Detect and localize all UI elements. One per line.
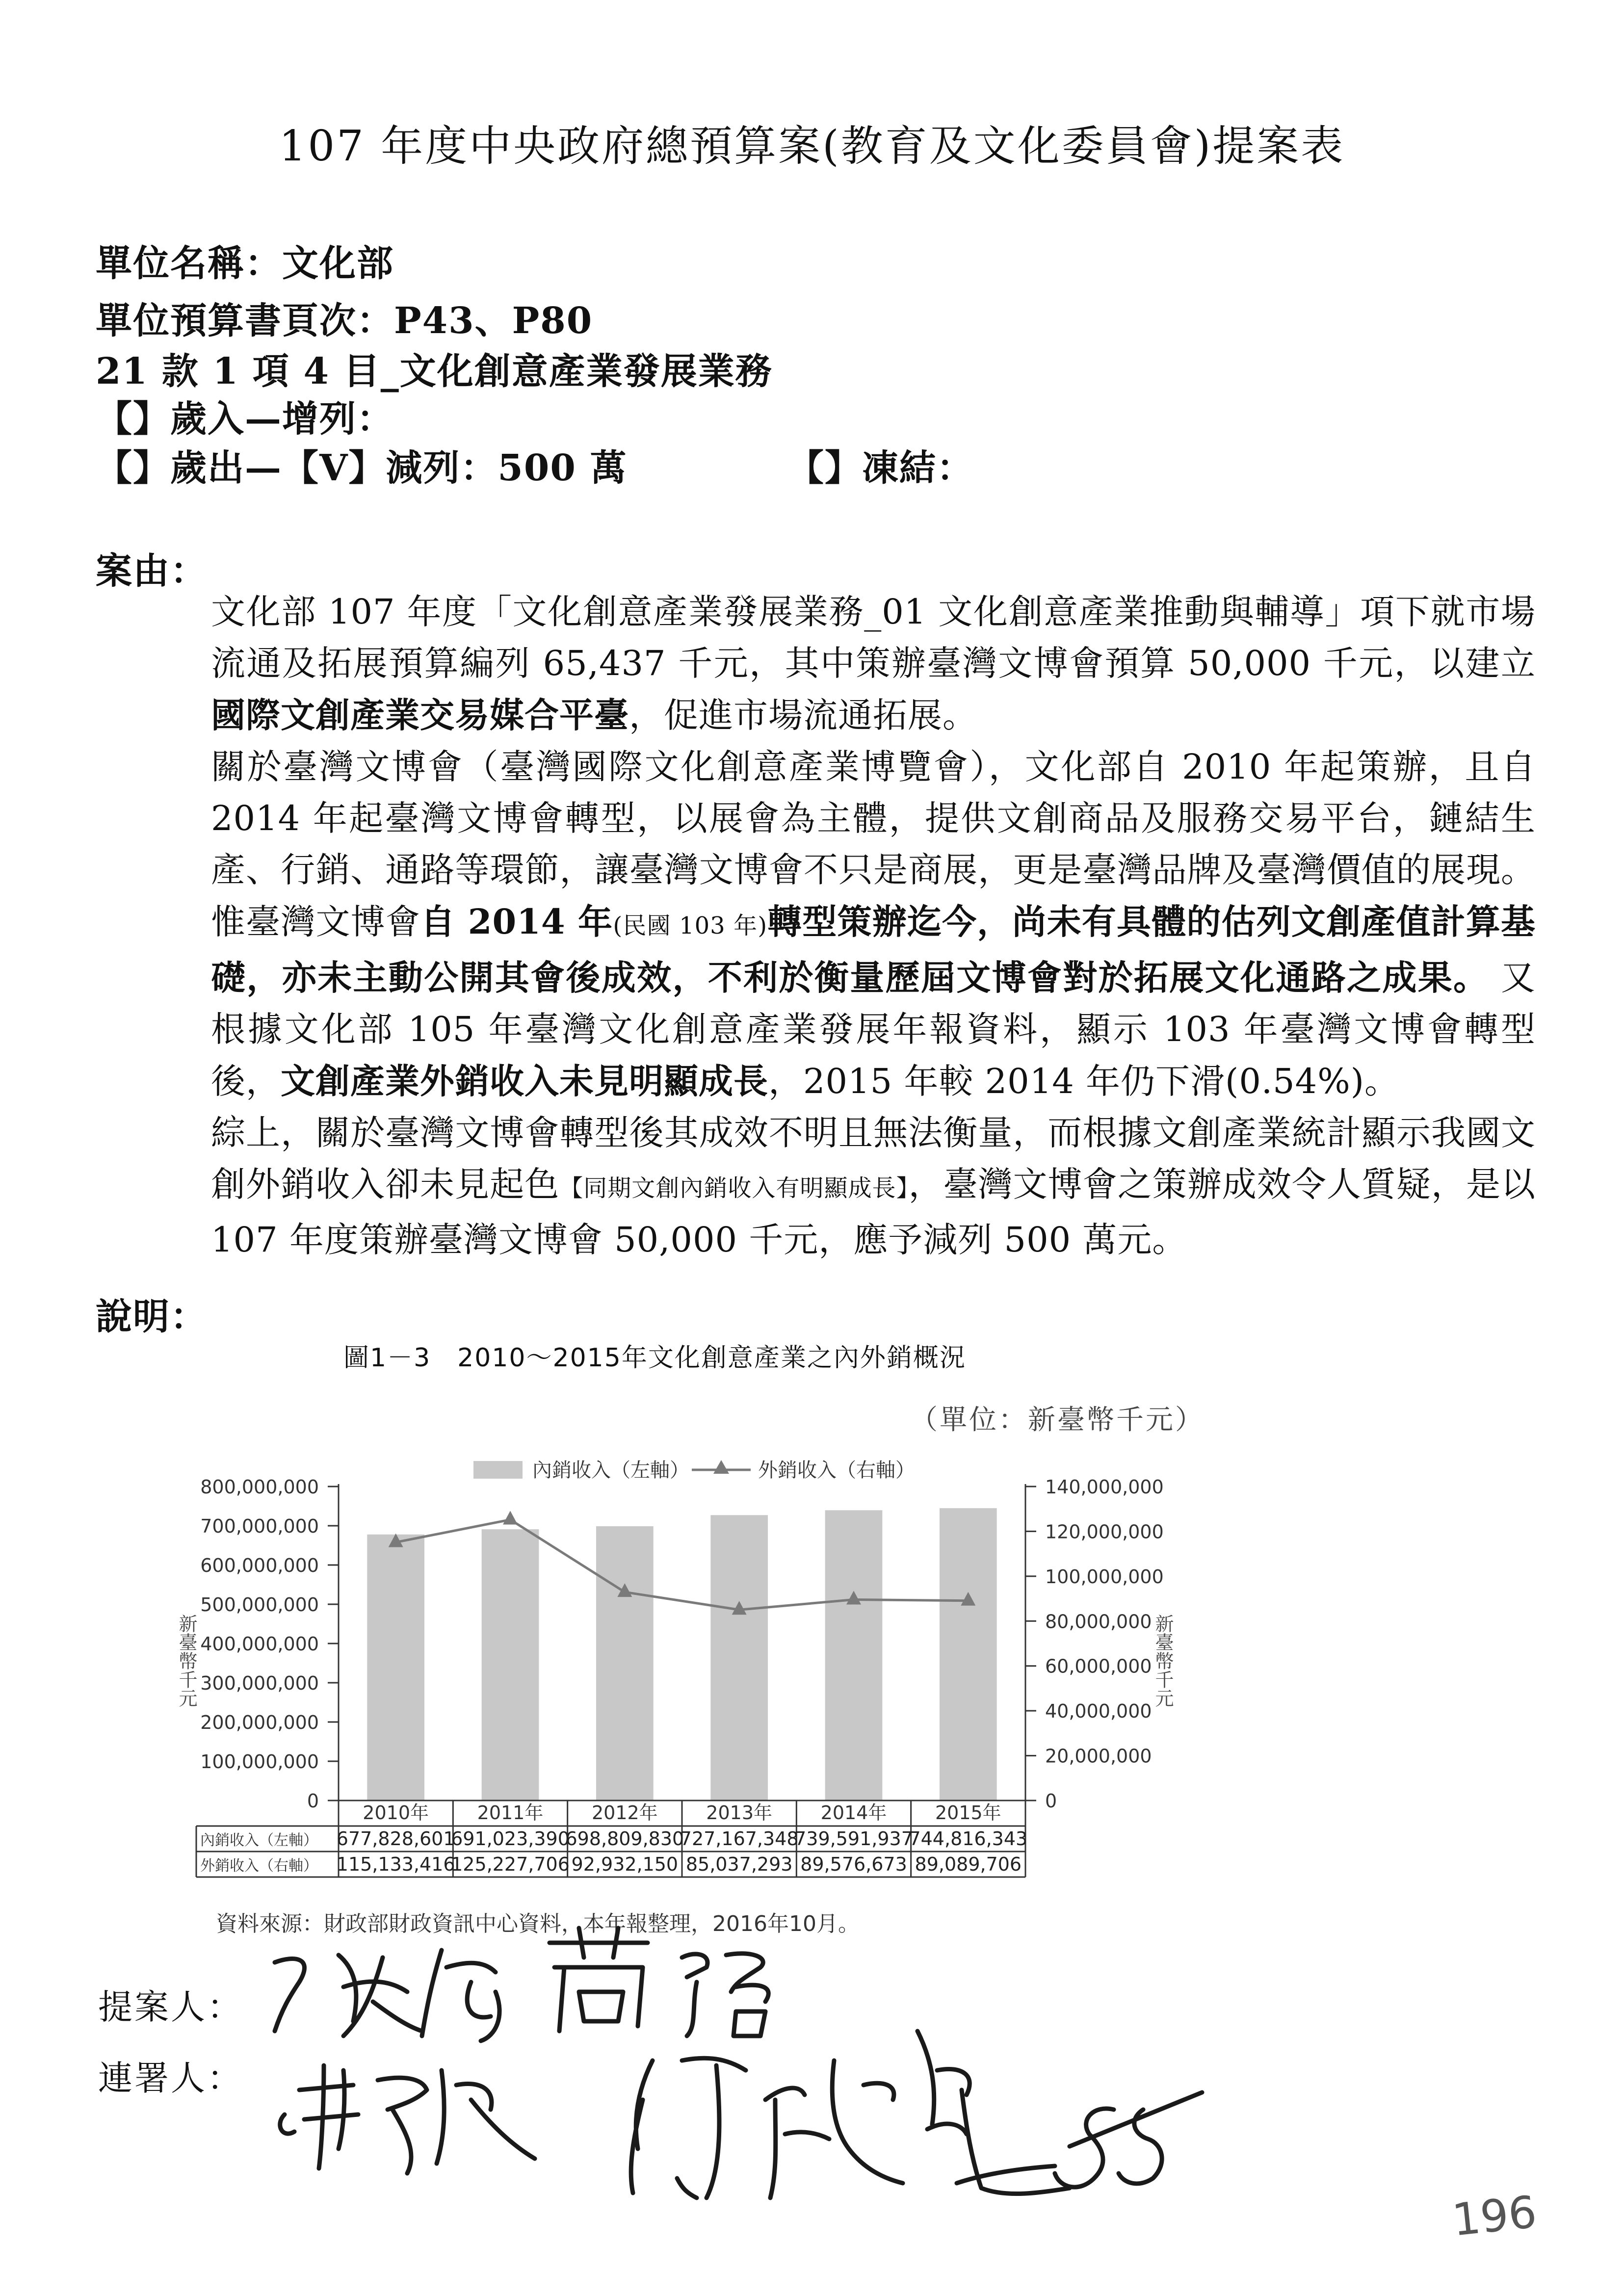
right-tick-label: 140,000,000 (1045, 1476, 1164, 1498)
left-tick-label: 800,000,000 (200, 1476, 319, 1498)
left-tick-label: 200,000,000 (200, 1712, 319, 1733)
legend-bar-label: 內銷收入（左軸） (532, 1459, 689, 1482)
left-axis-title: 新臺幣千元 (176, 1614, 197, 1707)
cosigner-signature-3 (1055, 2092, 1202, 2187)
right-axis-title: 新臺幣千元 (1152, 1614, 1174, 1707)
reason-label: 案由： (96, 550, 208, 592)
table-value: 727,167,348 (680, 1828, 799, 1850)
x-tick-label: 2015年 (935, 1802, 1001, 1824)
left-tick-label: 600,000,000 (200, 1555, 319, 1576)
right-tick-label: 120,000,000 (1045, 1521, 1164, 1543)
document-title: 107 年度中央政府總預算案(教育及文化委員會)提案表 (279, 122, 1345, 171)
right-tick-label: 40,000,000 (1045, 1700, 1152, 1722)
table-row-label: 外銷收入（右軸） (200, 1857, 318, 1875)
left-tick-label: 100,000,000 (200, 1751, 319, 1773)
table-value: 85,037,293 (685, 1853, 793, 1875)
right-tick-label: 60,000,000 (1045, 1655, 1152, 1677)
reason-paragraph-1: 文化部 107 年度「文化創意產業發展業務_01 文化創意產業推動與輔導」項下就市場流通及拓展預算編列 65,437 千元，其中策辦臺灣文博會預算 50,000 千元，以建立國際文創產業交易媒合平臺，促進市場流通拓展。 (211, 592, 1536, 735)
right-tick-label: 100,000,000 (1045, 1565, 1164, 1588)
revenue-line: 【】歲入—增列： (96, 398, 394, 440)
table-value: 739,591,937 (794, 1828, 913, 1850)
x-tick-label: 2011年 (477, 1802, 544, 1824)
left-tick-label: 400,000,000 (200, 1633, 319, 1655)
table-value: 125,227,706 (451, 1853, 570, 1875)
proposer-label: 提案人： (98, 1987, 243, 2027)
expense-line: 【】歲出—【V】減列：500 萬 (96, 447, 628, 489)
table-value: 744,816,343 (909, 1828, 1028, 1850)
x-tick-label: 2013年 (706, 1802, 773, 1824)
x-tick-label: 2012年 (591, 1802, 658, 1824)
table-value: 677,828,601 (336, 1828, 455, 1850)
table-value: 115,133,416 (336, 1853, 455, 1875)
chart-unit: （單位：新臺幣千元） (910, 1404, 1205, 1436)
left-tick-label: 700,000,000 (200, 1515, 319, 1537)
cosigner-signature-1 (280, 2065, 535, 2173)
reason-paragraph-3: 綜上，關於臺灣文博會轉型後其成效不明且無法衡量，而根據文創產業統計顯示我國文創外銷收入卻未見起色【同期文創內銷收入有明顯成長】，臺灣文博會之策辦成效令人質疑，是以 107 年度策辦臺灣文博會 50,000 千元，應予減列 500 萬元。 (211, 1113, 1536, 1260)
table-row-label: 內銷收入（左軸） (200, 1832, 318, 1849)
budget-pages: 單位預算書頁次：P43、P80 (96, 300, 593, 342)
table-value: 691,023,390 (451, 1828, 570, 1850)
table-value: 698,809,830 (565, 1828, 684, 1850)
cosigner-label: 連署人： (98, 2058, 243, 2098)
explain-label: 說明： (96, 1296, 208, 1338)
reason-paragraph-2: 關於臺灣文博會（臺灣國際文化創意產業博覽會），文化部自 2010 年起策辦，且自 2014 年起臺灣文博會轉型，以展會為主體，提供文創商品及服務交易平台，鏈結生產、行銷、通路等環節，讓臺灣文博會不只是商展，更是臺灣品牌及臺灣價值的展現。 惟臺灣文博會自 2014 年(民國 103 年)轉型策辦迄今，尚未有具體的估列文創產值計算基礎，亦未主動公開其會後成效，不利於衡量歷屆文博會對於拓展文化通路之成果。 又根據文化部 105 年臺灣文化創意產業發展年報資料，顯示 103 年臺灣文博會轉型後，文創產業外銷收入未見明顯成長，2015 年較 2014 年仍下滑(0.54%)。 (211, 747, 1536, 1101)
left-tick-label: 500,000,000 (200, 1594, 319, 1616)
right-tick-label: 20,000,000 (1045, 1745, 1152, 1767)
chart-title: 圖1－3 2010～2015年文化創意產業之內外銷概況 (343, 1343, 966, 1373)
table-value: 92,932,150 (571, 1853, 679, 1875)
right-tick-label: 0 (1045, 1790, 1057, 1812)
legend-line-label: 外銷收入（右軸） (758, 1459, 915, 1482)
x-tick-label: 2010年 (363, 1802, 429, 1824)
cosigner-signature-2 (631, 2031, 1070, 2198)
left-tick-label: 0 (307, 1790, 319, 1812)
budget-item: 21 款 1 項 4 目_文化創意產業發展業務 (96, 350, 773, 392)
x-tick-label: 2014年 (820, 1802, 887, 1824)
left-tick-label: 300,000,000 (200, 1672, 319, 1694)
data-source: 資料來源：財政部財政資訊中心資料，本年報整理，2016年10月。 (216, 1911, 860, 1936)
unit-name: 單位名稱：文化部 (96, 242, 394, 285)
freeze-line: 【】凍結： (787, 447, 974, 489)
proposer-signature (275, 1928, 768, 2041)
table-value: 89,576,673 (800, 1853, 907, 1875)
table-value: 89,089,706 (915, 1853, 1022, 1875)
right-tick-label: 80,000,000 (1045, 1611, 1152, 1633)
page-number: 196 (1449, 2186, 1539, 2246)
